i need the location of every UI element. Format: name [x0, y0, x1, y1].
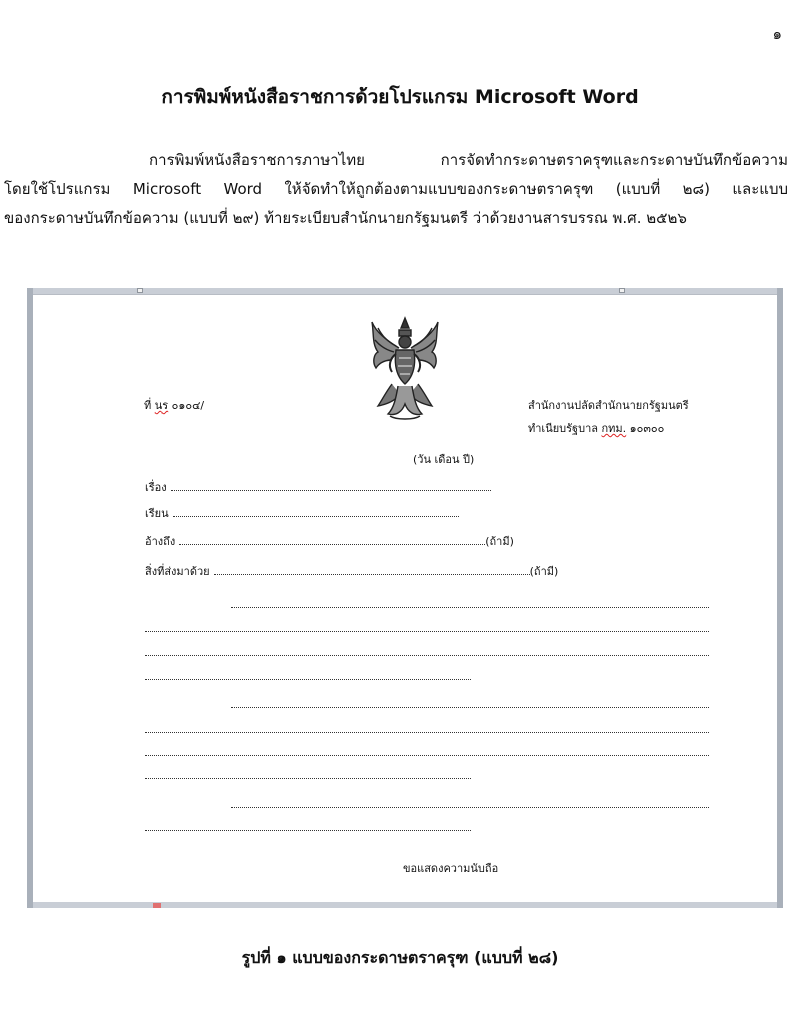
attachment-row: [145, 562, 558, 580]
body-line: [145, 777, 471, 779]
body-line: [231, 706, 709, 708]
date-placeholder: (วัน เดือน ปี): [413, 453, 475, 466]
garuda-emblem-icon: [366, 314, 444, 422]
reference-org: นร: [154, 399, 169, 412]
body-line: [231, 606, 709, 608]
body-line: [145, 829, 471, 831]
intro-line-1: การพิมพ์หนังสือราชการภาษาไทย การจัดทำกระดาษตราครุฑและกระดาษบันทึกข้อความ: [149, 151, 788, 169]
body-line: [231, 806, 709, 808]
body-line: [145, 731, 709, 733]
to-dots: [173, 507, 459, 517]
attachment-optional: (ถ้ามี): [529, 565, 559, 578]
page-number: ๑: [772, 25, 782, 43]
sender-address-line-1: สำนักงานปลัดสำนักนายกรัฐมนตรี: [528, 399, 689, 412]
document-title: การพิมพ์หนังสือราชการด้วยโปรแกรม Microsoft Word: [161, 86, 639, 108]
reference-dots: [179, 535, 485, 545]
reference-optional: (ถ้ามี): [485, 535, 514, 548]
body-line: [145, 754, 709, 756]
word-ruler: [33, 288, 777, 295]
subject-dots: [171, 481, 491, 491]
word-status-bar: [33, 902, 777, 908]
sender-address-line-2: ทำเนียบรัฐบาล กทม. ๑๐๓๐๐: [528, 422, 665, 435]
body-line: [145, 630, 709, 632]
bottom-marker: [153, 903, 161, 908]
to-label: เรียน: [145, 507, 169, 520]
subject-row: [145, 478, 491, 496]
sender-city: กทม.: [601, 422, 627, 435]
reference-number: ที่ นร ๐๑๐๔/: [144, 399, 205, 412]
word-document-screenshot: [27, 288, 783, 908]
to-row: [145, 504, 459, 522]
intro-paragraph: [4, 146, 788, 233]
reference-row: [145, 532, 514, 550]
ruler-indent-marker: [137, 288, 143, 293]
closing-phrase: ขอแสดงความนับถือ: [403, 862, 499, 875]
intro-line-2: โดยใช้โปรแกรม Microsoft Word ให้จัดทำให้ถูกต้องตามแบบของกระดาษตราครุฑ (แบบที่ ๒๘) และแบบ: [4, 180, 788, 198]
ruler-tab-marker: [619, 288, 625, 293]
figure-caption: รูปที่ ๑ แบบของกระดาษตราครุฑ (แบบที่ ๒๘): [241, 948, 559, 967]
body-line: [145, 678, 471, 680]
attachment-dots: [214, 565, 530, 575]
body-line: [145, 654, 709, 656]
intro-line-3: ของกระดาษบันทึกข้อความ (แบบที่ ๒๙) ท้ายระเบียบสำนักนายกรัฐมนตรี ว่าด้วยงานสารบรรณ พ.ศ. ๒๕๒๖: [4, 209, 687, 227]
subject-label: เรื่อง: [145, 481, 167, 494]
attachment-label: สิ่งที่ส่งมาด้วย: [145, 565, 210, 578]
reference-label: อ้างถึง: [145, 535, 176, 548]
